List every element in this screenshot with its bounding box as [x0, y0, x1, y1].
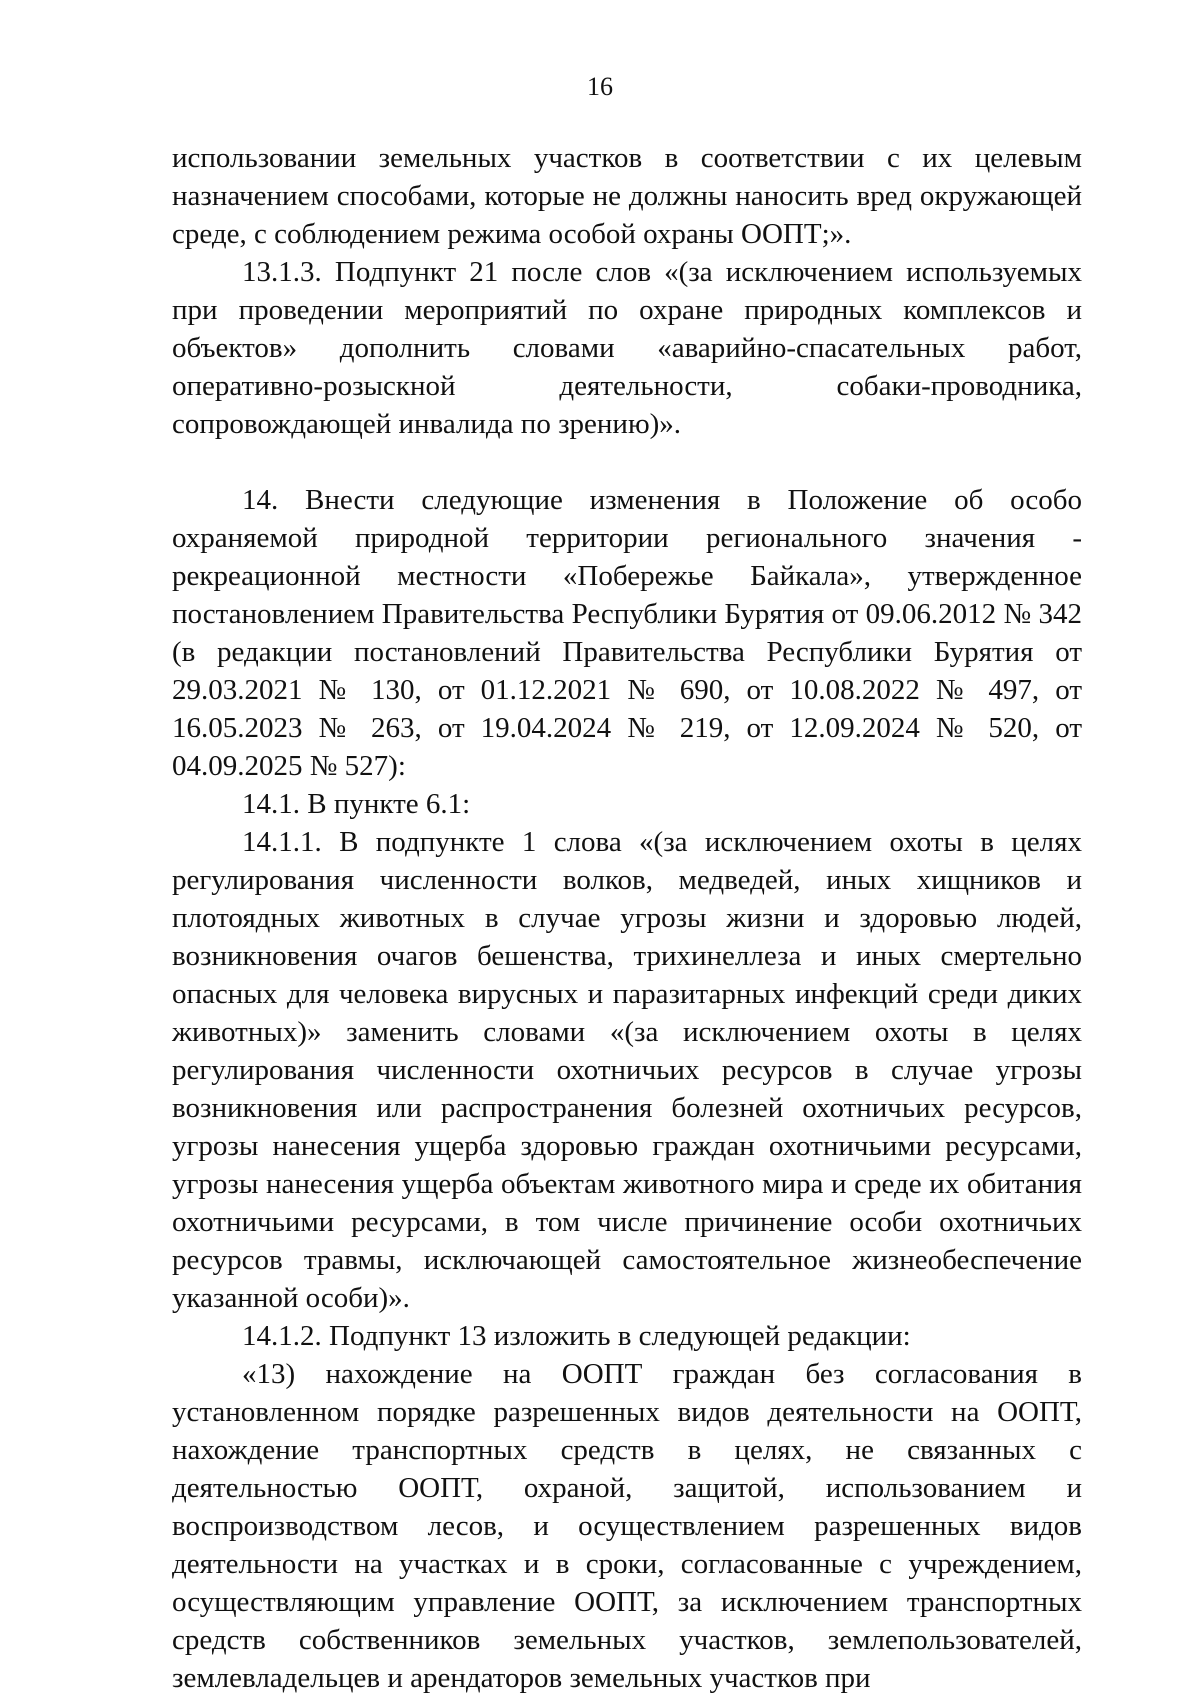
paragraph-14-1-2: 14.1.2. Подпункт 13 изложить в следующей редакции:: [242, 1320, 911, 1352]
paragraph-14-1: 14.1. В пункте 6.1:: [242, 788, 471, 820]
paragraph-continuation: использовании земельных участков в соответствии с их целевым назначением способами, которые не должны наносить вред окружающей среде, с соблюдением режима особой охраны ООПТ;».: [172, 142, 1082, 250]
paragraph-13-1-3: 13.1.3. Подпункт 21 после слов «(за исключением используемых при проведении мероприятий по охране природных комплексов и объектов» дополнить словами «аварийно-спасательных работ, оперативно-розыскной деятельности, собаки-проводника, сопровождающей инвалида по зрению)».: [172, 256, 1082, 440]
paragraph-13-new-wording: «13) нахождение на ООПТ граждан без согласования в установленном порядке разрешенных видов деятельности на ООПТ, нахождение транспортных средств в целях, не связанных с деятельностью ООПТ, охраной, защитой, использованием и воспроизводством лесов, и осуществлением разрешенных видов деятельности на участках и в сроки, согласованные с учреждением, осуществляющим управление ООПТ, за исключением транспортных средств собственников земельных участков, землепользователей, землевладельцев и арендаторов земельных участков при: [172, 1358, 1082, 1694]
paragraph-14-1-1: 14.1.1. В подпункте 1 слова «(за исключением охоты в целях регулирования численности волков, медведей, иных хищников и плотоядных животных в случае угрозы жизни и здоровью людей, возникновения очагов бешенства, трихинеллеза и иных смертельно опасных для человека вирусных и паразитарных инфекций среди диких животных)» заменить словами «(за исключением охоты в целях регулирования численности охотничьих ресурсов в случае угрозы возникновения или распространения болезней охотничьих ресурсов, угрозы нанесения ущерба здоровью граждан охотничьими ресурсами, угрозы нанесения ущерба объектам животного мира и среде их обитания охотничьими ресурсами, в том числе причинение особи охотничьих ресурсов травмы, исключающей самостоятельное жизнеобеспечение указанной особи)».: [172, 826, 1082, 1314]
page-number: 16: [587, 72, 613, 101]
paragraph-14: 14. Внести следующие изменения в Положение об особо охраняемой природной территории регионального значения - рекреационной местности «Побережье Байкала», утвержденное постановлением Правительства Республики Бурятия от 09.06.2012 № 342 (в редакции постановлений Правительства Республики Бурятия от 29.03.2021 № 130, от 01.12.2021 № 690, от 10.08.2022 № 497, от 16.05.2023 № 263, от 19.04.2024 № 219, от 12.09.2024 № 520, от 04.09.2025 № 527):: [172, 484, 1082, 782]
document-body: [172, 139, 1082, 1697]
